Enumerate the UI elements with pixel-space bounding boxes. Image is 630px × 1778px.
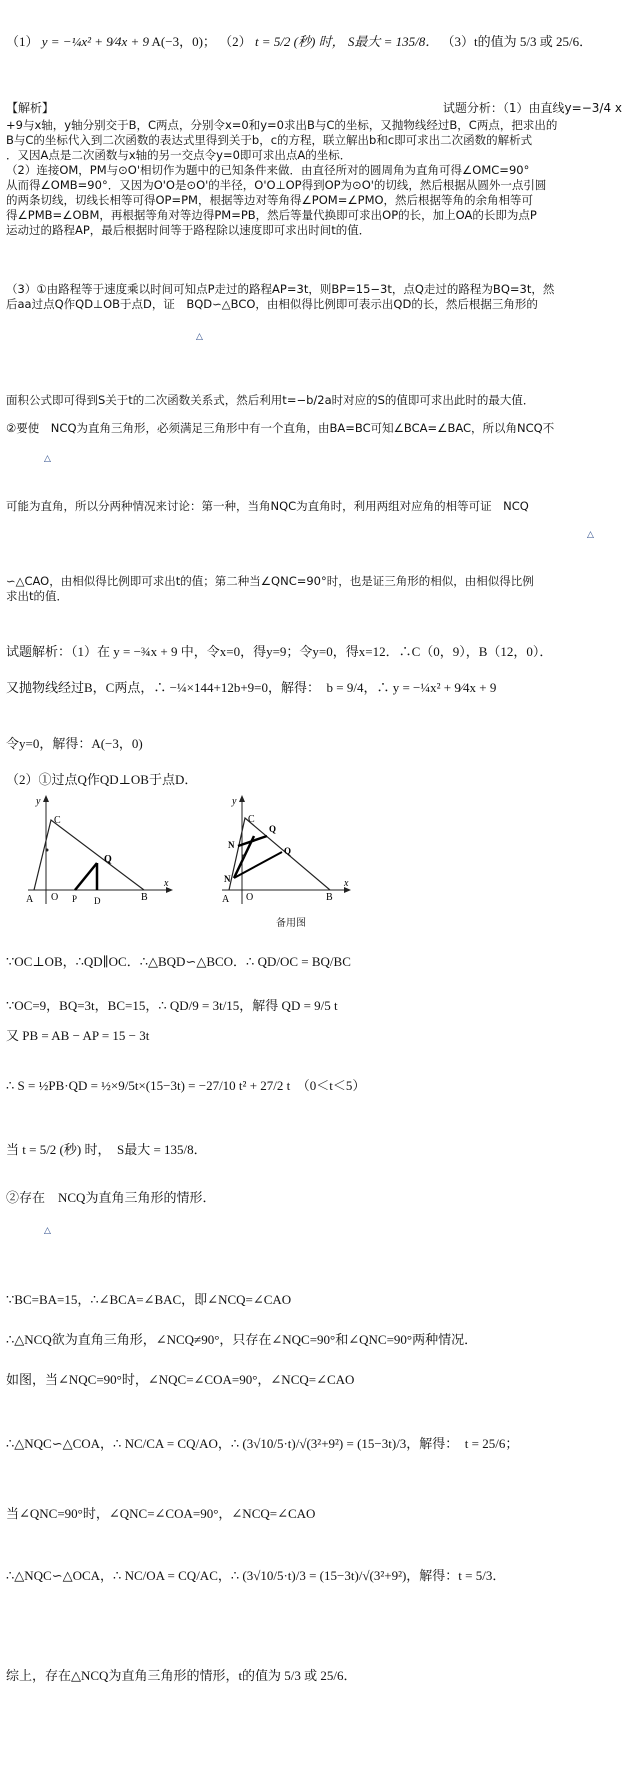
label-y: y [232, 796, 237, 807]
solution-line: 试题解析：（1）在 y = −¾x + 9 中，令x=0，得y=9；令y=0，得x=12．∴C（0，9），B（12，0）． [6, 644, 553, 659]
label-a: A [222, 894, 230, 905]
answer-line [6, 34, 622, 50]
solution-line: 综上，存在△NCQ为直角三角形的情形，t的值为 5/3 或 25/6． [6, 1668, 357, 1683]
answer-part3-prefix: （3）t的值为 [441, 34, 517, 49]
solution-line: ∵BC=BA=15，∴∠BCA=∠BAC，即∠NCQ=∠CAO [6, 1292, 292, 1307]
triangle-symbol: △ [196, 332, 203, 342]
solution-line: ∴△NQC∽△COA，∴ NC/CA = CQ/AO，∴ (3√10/5·t)/√(3²+9²) = (15−3t)/3，解得： t = 25/6； [6, 1436, 519, 1451]
solution-line: 又 PB = AB − AP = 15 − 3t [6, 1028, 150, 1043]
jiexi-part3-line: ②要使 NCQ为直角三角形，必须满足三角形中有一个直角，由BA=BC可知∠BCA=∠BAC，所以角NCQ不 [6, 421, 555, 435]
segment-pq [75, 863, 97, 890]
jiexi-part3-line: 求出t的值． [6, 589, 69, 603]
solution-line: ∴△NQC∽△OCA，∴ NC/OA = CQ/AC，∴ (3√10/5·t)/3 = (15−3t)/√(3²+9²)，解得：t = 5/3． [6, 1568, 506, 1583]
answer-part1-formula: y = −¼x² + 9⁄4x + 9 [41, 34, 149, 49]
jiexi-part3-line: （3）①由路程等于速度乘以时间可知点P走过的路程AP=3t，则BP=15−3t，点Q走过的路程为BQ=3t，然 [6, 282, 555, 296]
triangle-symbol: △ [44, 1226, 51, 1236]
answer-point-a: A(−3，0)； [151, 34, 216, 49]
jiexi-line: +9与x轴，y轴分别交于B，C两点，分别令x=0和y=0求出B与C的坐标，又抛物线经过B，C两点，把求出的 [6, 118, 558, 132]
label-q: Q [284, 846, 292, 856]
solution-line: 当 t = 5/2 (秒) 时， S最大 = 135/8． [6, 1142, 207, 1157]
geometry-figure-main [14, 790, 174, 910]
jiexi-part3-line: 后aa过点Q作QD⊥OB于点D，证 BQD∽△BCO，由相似得比例即可表示出QD的长，然后根据三角形的 [6, 297, 538, 311]
jiexi-label: 【解析】 [6, 101, 55, 115]
solution-line: （2）①过点Q作QD⊥OB于点D． [6, 772, 198, 787]
label-y: y [36, 796, 41, 807]
label-n: N [224, 874, 231, 884]
jiexi-line: 得∠PMB=∠OBM，再根据等角对等边得PM=PB，然后等量代换即可求出OP的长，加上OA的长即为点P [6, 208, 537, 222]
solution-line: ∴ S = ½PB·QD = ½×9/5t×(15−3t) = −27/10 t² + 27/2 t （0＜t＜5） [6, 1078, 366, 1093]
label-b: B [326, 892, 333, 903]
jiexi-line: （2）连接OM，PM与⊙O'相切作为题中的已知条件来做．由直径所对的圆周角为直角可得∠OMC=90° [6, 163, 530, 177]
label-a: A [26, 894, 34, 905]
y-axis-arrow [239, 795, 245, 802]
center-point [46, 849, 49, 852]
solution-line: ∴△NCQ欲为直角三角形，∠NCQ≠90°，只存在∠NQC=90°和∠QNC=90°两种情况． [6, 1332, 478, 1347]
answer-part2-smax: S最大 = 135/8． [347, 34, 439, 49]
solution-line: ②存在 NCQ为直角三角形的情形． [6, 1190, 216, 1205]
jiexi-header-right: 试题分析：（1）由直线y=−3/4 x [442, 101, 622, 115]
triangle-symbol: △ [587, 530, 594, 540]
answer-part2-t: t = 5/2 (秒) 时， [254, 34, 345, 49]
label-o: O [51, 892, 59, 903]
answer-part2-prefix: （2） [219, 34, 252, 49]
jiexi-line: 从而得∠OMB=90°．又因为O'O是⊙O'的半径，O'O⊥OP得到OP为⊙O'的切线，然后根据从圆外一点引圆 [6, 178, 547, 192]
triangle-symbol: △ [44, 454, 51, 464]
jiexi-line: B与C的坐标代入到二次函数的表达式里得到关于b，c的方程，联立解出b和c即可求出二次函数的解析式 [6, 133, 533, 147]
solution-line: 当∠QNC=90°时，∠QNC=∠COA=90°，∠NCQ=∠CAO [6, 1506, 316, 1521]
jiexi-part3-line: ∽△CAO，由相似得比例即可求出t的值；第二种当∠QNC=90°时，也是证三角形的相似，由相似得比例 [6, 574, 534, 588]
center-point [242, 855, 245, 858]
jiexi-paragraph [6, 118, 622, 238]
label-x: x [164, 878, 169, 889]
solution-line: 如图，当∠NQC=90°时，∠NQC=∠COA=90°，∠NCQ=∠CAO [6, 1372, 355, 1387]
jiexi-line: 的两条切线，切线长相等可得OP=PM，根据等边对等角得∠POM=∠PMO，然后根据等角的余角相等可 [6, 193, 534, 207]
jiexi-part3-block [6, 574, 622, 604]
answer-part3-values: 5/3 或 25/6． [519, 34, 593, 49]
y-axis-arrow [43, 795, 49, 802]
triangle-abc [34, 820, 144, 890]
label-d: D [94, 896, 101, 906]
jiexi-line: 运动过的路程AP，最后根据时间等于路程除以速度即可求出时间t的值． [6, 223, 371, 237]
label-b: B [141, 892, 148, 903]
answer-part1-prefix: （1） [6, 34, 39, 49]
figure-caption: 备用图 [276, 918, 306, 929]
jiexi-part3-block [6, 282, 622, 312]
label-n: N [228, 840, 235, 850]
jiexi-header [6, 100, 622, 116]
solution-line: 又抛物线经过B，C两点，∴ −¼×144+12b+9=0，解得： b = 9/4，∴ y = −¼x² + 9⁄4x + 9 [6, 680, 497, 695]
label-p: P [72, 894, 78, 904]
jiexi-part3-line: 面积公式即可得到S关于t的二次函数关系式，然后利用t=−b/2a时对应的S的值即可求出此时的最大值． [6, 393, 535, 407]
label-o: O [246, 892, 254, 903]
solution-line: ∵OC⊥OB，∴QD∥OC．∴△BQD∽△BCO．∴ QD/OC = BQ/BC [6, 954, 351, 969]
solution-line: 令y=0，解得：A(−3，0) [6, 736, 143, 751]
label-x: x [344, 878, 349, 889]
jiexi-part3-line: 可能为直角，所以分两种情况来讨论：第一种，当角NQC为直角时，利用两组对应角的相等可证 NCQ [6, 499, 529, 513]
solution-line: ∵OC=9，BQ=3t，BC=15，∴ QD/9 = 3t/15，解得 QD = 9/5 t [6, 998, 338, 1013]
label-c: C [248, 814, 255, 825]
label-q: Q [104, 854, 112, 865]
label-c: C [54, 815, 61, 826]
jiexi-line: ．又因A点是二次函数与x轴的另一交点令y=0即可求出点A的坐标． [6, 148, 352, 162]
label-q: Q [269, 824, 277, 834]
geometry-figure-backup [212, 790, 352, 910]
